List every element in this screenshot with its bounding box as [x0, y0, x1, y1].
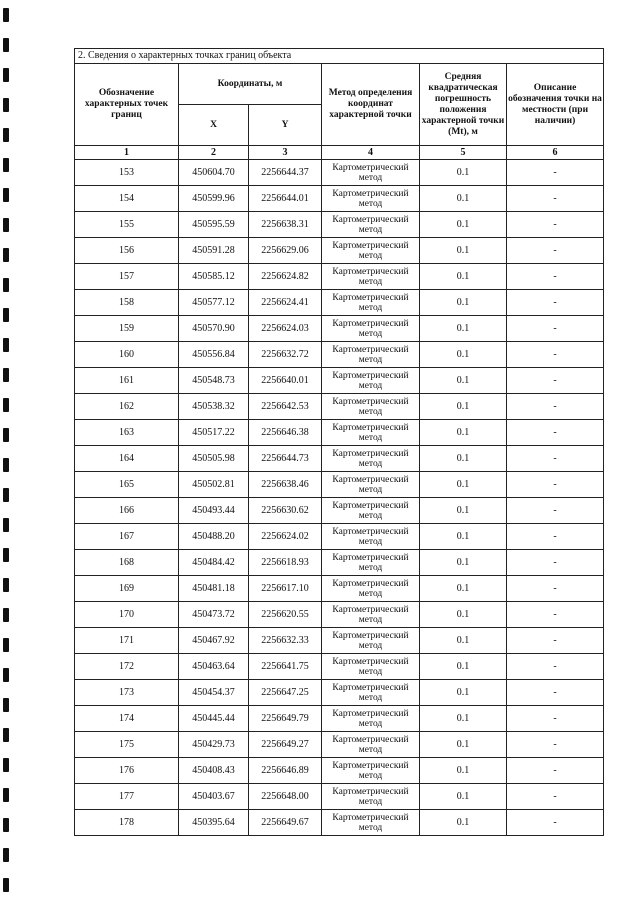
table-row: [75, 186, 604, 212]
point-number-cell: 171: [75, 628, 179, 654]
accuracy-cell: 0.1: [420, 186, 507, 212]
binding-hole: [3, 638, 9, 652]
accuracy-cell: 0.1: [420, 732, 507, 758]
point-number-cell: 160: [75, 342, 179, 368]
x-coordinate-cell: 450463.64: [179, 654, 249, 680]
column-number: 3: [249, 146, 322, 160]
method-cell: Картометрический метод: [322, 576, 420, 602]
table-row: [75, 732, 604, 758]
point-number-cell: 164: [75, 446, 179, 472]
description-cell: -: [507, 472, 604, 498]
x-coordinate-cell: 450467.92: [179, 628, 249, 654]
point-number-cell: 176: [75, 758, 179, 784]
binding-hole: [3, 8, 9, 22]
binding-hole: [3, 338, 9, 352]
table-row: [75, 706, 604, 732]
method-cell: Картометрический метод: [322, 784, 420, 810]
table-row: [75, 160, 604, 186]
table-row: [75, 472, 604, 498]
accuracy-cell: 0.1: [420, 264, 507, 290]
y-coordinate-cell: 2256644.37: [249, 160, 322, 186]
method-cell: Картометрический метод: [322, 472, 420, 498]
x-coordinate-cell: 450473.72: [179, 602, 249, 628]
table-body: [75, 160, 604, 836]
header-method: Метод определения координат характерной точки: [322, 64, 420, 146]
binding-hole: [3, 548, 9, 562]
y-coordinate-cell: 2256644.01: [249, 186, 322, 212]
description-cell: -: [507, 628, 604, 654]
accuracy-cell: 0.1: [420, 654, 507, 680]
y-coordinate-cell: 2256642.53: [249, 394, 322, 420]
x-coordinate-cell: 450408.43: [179, 758, 249, 784]
table-row: [75, 368, 604, 394]
header-x: X: [179, 105, 249, 146]
table-row: [75, 420, 604, 446]
x-coordinate-cell: 450481.18: [179, 576, 249, 602]
table-row: [75, 394, 604, 420]
binding-hole: [3, 278, 9, 292]
binding-holes: [0, 0, 14, 905]
column-number: 2: [179, 146, 249, 160]
binding-hole: [3, 518, 9, 532]
method-cell: Картометрический метод: [322, 628, 420, 654]
point-number-cell: 165: [75, 472, 179, 498]
point-number-cell: 153: [75, 160, 179, 186]
binding-hole: [3, 458, 9, 472]
x-coordinate-cell: 450585.12: [179, 264, 249, 290]
method-cell: Картометрический метод: [322, 654, 420, 680]
point-number-cell: 177: [75, 784, 179, 810]
description-cell: -: [507, 238, 604, 264]
accuracy-cell: 0.1: [420, 472, 507, 498]
column-number: 4: [322, 146, 420, 160]
x-coordinate-cell: 450517.22: [179, 420, 249, 446]
accuracy-cell: 0.1: [420, 758, 507, 784]
accuracy-cell: 0.1: [420, 550, 507, 576]
method-cell: Картометрический метод: [322, 160, 420, 186]
description-cell: -: [507, 368, 604, 394]
accuracy-cell: 0.1: [420, 628, 507, 654]
binding-hole: [3, 98, 9, 112]
table-row: [75, 628, 604, 654]
table-row: [75, 758, 604, 784]
y-coordinate-cell: 2256632.33: [249, 628, 322, 654]
description-cell: -: [507, 264, 604, 290]
x-coordinate-cell: 450454.37: [179, 680, 249, 706]
x-coordinate-cell: 450577.12: [179, 290, 249, 316]
method-cell: Картометрический метод: [322, 498, 420, 524]
accuracy-cell: 0.1: [420, 498, 507, 524]
method-cell: Картометрический метод: [322, 706, 420, 732]
table-row: [75, 238, 604, 264]
description-cell: -: [507, 706, 604, 732]
accuracy-cell: 0.1: [420, 602, 507, 628]
point-number-cell: 158: [75, 290, 179, 316]
y-coordinate-cell: 2256646.38: [249, 420, 322, 446]
point-number-cell: 161: [75, 368, 179, 394]
binding-hole: [3, 398, 9, 412]
x-coordinate-cell: 450595.59: [179, 212, 249, 238]
point-number-cell: 159: [75, 316, 179, 342]
y-coordinate-cell: 2256649.27: [249, 732, 322, 758]
accuracy-cell: 0.1: [420, 290, 507, 316]
accuracy-cell: 0.1: [420, 524, 507, 550]
description-cell: -: [507, 680, 604, 706]
binding-hole: [3, 758, 9, 772]
table-row: [75, 784, 604, 810]
binding-hole: [3, 878, 9, 892]
column-numbers-row: [75, 146, 604, 160]
x-coordinate-cell: 450484.42: [179, 550, 249, 576]
header-description: Описание обозначения точки на местности (при наличии): [507, 64, 604, 146]
accuracy-cell: 0.1: [420, 680, 507, 706]
x-coordinate-cell: 450505.98: [179, 446, 249, 472]
point-number-cell: 173: [75, 680, 179, 706]
accuracy-cell: 0.1: [420, 368, 507, 394]
header-accuracy: Средняя квадратическая погрешность положения характерной точки (Mt), м: [420, 64, 507, 146]
description-cell: -: [507, 810, 604, 836]
method-cell: Картометрический метод: [322, 550, 420, 576]
binding-hole: [3, 818, 9, 832]
y-coordinate-cell: 2256648.00: [249, 784, 322, 810]
description-cell: -: [507, 654, 604, 680]
method-cell: Картометрический метод: [322, 342, 420, 368]
x-coordinate-cell: 450556.84: [179, 342, 249, 368]
document-sheet: [74, 48, 603, 836]
binding-hole: [3, 68, 9, 82]
description-cell: -: [507, 602, 604, 628]
method-cell: Картометрический метод: [322, 238, 420, 264]
y-coordinate-cell: 2256624.82: [249, 264, 322, 290]
x-coordinate-cell: 450493.44: [179, 498, 249, 524]
y-coordinate-cell: 2256617.10: [249, 576, 322, 602]
binding-hole: [3, 428, 9, 442]
binding-hole: [3, 488, 9, 502]
method-cell: Картометрический метод: [322, 680, 420, 706]
x-coordinate-cell: 450502.81: [179, 472, 249, 498]
table-row: [75, 654, 604, 680]
binding-hole: [3, 308, 9, 322]
table-row: [75, 498, 604, 524]
method-cell: Картометрический метод: [322, 394, 420, 420]
table-row: [75, 342, 604, 368]
point-number-cell: 178: [75, 810, 179, 836]
description-cell: -: [507, 342, 604, 368]
accuracy-cell: 0.1: [420, 342, 507, 368]
accuracy-cell: 0.1: [420, 810, 507, 836]
description-cell: -: [507, 498, 604, 524]
y-coordinate-cell: 2256638.31: [249, 212, 322, 238]
table-row: [75, 446, 604, 472]
y-coordinate-cell: 2256644.73: [249, 446, 322, 472]
y-coordinate-cell: 2256641.75: [249, 654, 322, 680]
description-cell: -: [507, 290, 604, 316]
accuracy-cell: 0.1: [420, 212, 507, 238]
table-row: [75, 212, 604, 238]
binding-hole: [3, 788, 9, 802]
x-coordinate-cell: 450445.44: [179, 706, 249, 732]
point-number-cell: 175: [75, 732, 179, 758]
binding-hole: [3, 248, 9, 262]
x-coordinate-cell: 450488.20: [179, 524, 249, 550]
point-number-cell: 168: [75, 550, 179, 576]
header-y: Y: [249, 105, 322, 146]
method-cell: Картометрический метод: [322, 732, 420, 758]
header-point-designation: Обозначение характерных точек границ: [75, 64, 179, 146]
description-cell: -: [507, 758, 604, 784]
y-coordinate-cell: 2256632.72: [249, 342, 322, 368]
description-cell: -: [507, 212, 604, 238]
binding-hole: [3, 608, 9, 622]
binding-hole: [3, 728, 9, 742]
table-row: [75, 550, 604, 576]
table-row: [75, 602, 604, 628]
binding-hole: [3, 128, 9, 142]
y-coordinate-cell: 2256620.55: [249, 602, 322, 628]
x-coordinate-cell: 450429.73: [179, 732, 249, 758]
table-row: [75, 810, 604, 836]
method-cell: Картометрический метод: [322, 524, 420, 550]
x-coordinate-cell: 450604.70: [179, 160, 249, 186]
y-coordinate-cell: 2256624.03: [249, 316, 322, 342]
point-number-cell: 156: [75, 238, 179, 264]
point-number-cell: 154: [75, 186, 179, 212]
point-number-cell: 157: [75, 264, 179, 290]
point-number-cell: 170: [75, 602, 179, 628]
accuracy-cell: 0.1: [420, 446, 507, 472]
accuracy-cell: 0.1: [420, 238, 507, 264]
binding-hole: [3, 218, 9, 232]
table-row: [75, 264, 604, 290]
accuracy-cell: 0.1: [420, 576, 507, 602]
y-coordinate-cell: 2256624.02: [249, 524, 322, 550]
point-number-cell: 155: [75, 212, 179, 238]
y-coordinate-cell: 2256638.46: [249, 472, 322, 498]
method-cell: Картометрический метод: [322, 420, 420, 446]
method-cell: Картометрический метод: [322, 758, 420, 784]
x-coordinate-cell: 450395.64: [179, 810, 249, 836]
boundary-points-table: [74, 48, 604, 836]
accuracy-cell: 0.1: [420, 420, 507, 446]
accuracy-cell: 0.1: [420, 394, 507, 420]
point-number-cell: 163: [75, 420, 179, 446]
description-cell: -: [507, 524, 604, 550]
column-number: 1: [75, 146, 179, 160]
column-number: 6: [507, 146, 604, 160]
y-coordinate-cell: 2256624.41: [249, 290, 322, 316]
binding-hole: [3, 368, 9, 382]
point-number-cell: 174: [75, 706, 179, 732]
accuracy-cell: 0.1: [420, 784, 507, 810]
binding-hole: [3, 188, 9, 202]
description-cell: -: [507, 576, 604, 602]
binding-hole: [3, 38, 9, 52]
method-cell: Картометрический метод: [322, 316, 420, 342]
point-number-cell: 167: [75, 524, 179, 550]
binding-hole: [3, 158, 9, 172]
point-number-cell: 169: [75, 576, 179, 602]
table-row: [75, 576, 604, 602]
x-coordinate-cell: 450570.90: [179, 316, 249, 342]
x-coordinate-cell: 450591.28: [179, 238, 249, 264]
table-row: [75, 316, 604, 342]
point-number-cell: 172: [75, 654, 179, 680]
description-cell: -: [507, 186, 604, 212]
method-cell: Картометрический метод: [322, 264, 420, 290]
point-number-cell: 162: [75, 394, 179, 420]
binding-hole: [3, 698, 9, 712]
y-coordinate-cell: 2256647.25: [249, 680, 322, 706]
y-coordinate-cell: 2256618.93: [249, 550, 322, 576]
binding-hole: [3, 848, 9, 862]
method-cell: Картометрический метод: [322, 446, 420, 472]
table-caption: 2. Сведения о характерных точках границ объекта: [75, 49, 604, 64]
x-coordinate-cell: 450403.67: [179, 784, 249, 810]
description-cell: -: [507, 420, 604, 446]
description-cell: -: [507, 784, 604, 810]
y-coordinate-cell: 2256649.67: [249, 810, 322, 836]
binding-hole: [3, 668, 9, 682]
x-coordinate-cell: 450538.32: [179, 394, 249, 420]
method-cell: Картометрический метод: [322, 290, 420, 316]
y-coordinate-cell: 2256640.01: [249, 368, 322, 394]
y-coordinate-cell: 2256630.62: [249, 498, 322, 524]
method-cell: Картометрический метод: [322, 212, 420, 238]
point-number-cell: 166: [75, 498, 179, 524]
method-cell: Картометрический метод: [322, 810, 420, 836]
x-coordinate-cell: 450599.96: [179, 186, 249, 212]
table-row: [75, 524, 604, 550]
y-coordinate-cell: 2256649.79: [249, 706, 322, 732]
x-coordinate-cell: 450548.73: [179, 368, 249, 394]
description-cell: -: [507, 316, 604, 342]
description-cell: -: [507, 394, 604, 420]
accuracy-cell: 0.1: [420, 706, 507, 732]
header-coordinates: Координаты, м: [179, 64, 322, 105]
method-cell: Картометрический метод: [322, 602, 420, 628]
accuracy-cell: 0.1: [420, 160, 507, 186]
description-cell: -: [507, 446, 604, 472]
binding-hole: [3, 578, 9, 592]
method-cell: Картометрический метод: [322, 368, 420, 394]
accuracy-cell: 0.1: [420, 316, 507, 342]
description-cell: -: [507, 160, 604, 186]
y-coordinate-cell: 2256646.89: [249, 758, 322, 784]
description-cell: -: [507, 732, 604, 758]
table-row: [75, 680, 604, 706]
y-coordinate-cell: 2256629.06: [249, 238, 322, 264]
method-cell: Картометрический метод: [322, 186, 420, 212]
column-number: 5: [420, 146, 507, 160]
table-row: [75, 290, 604, 316]
description-cell: -: [507, 550, 604, 576]
